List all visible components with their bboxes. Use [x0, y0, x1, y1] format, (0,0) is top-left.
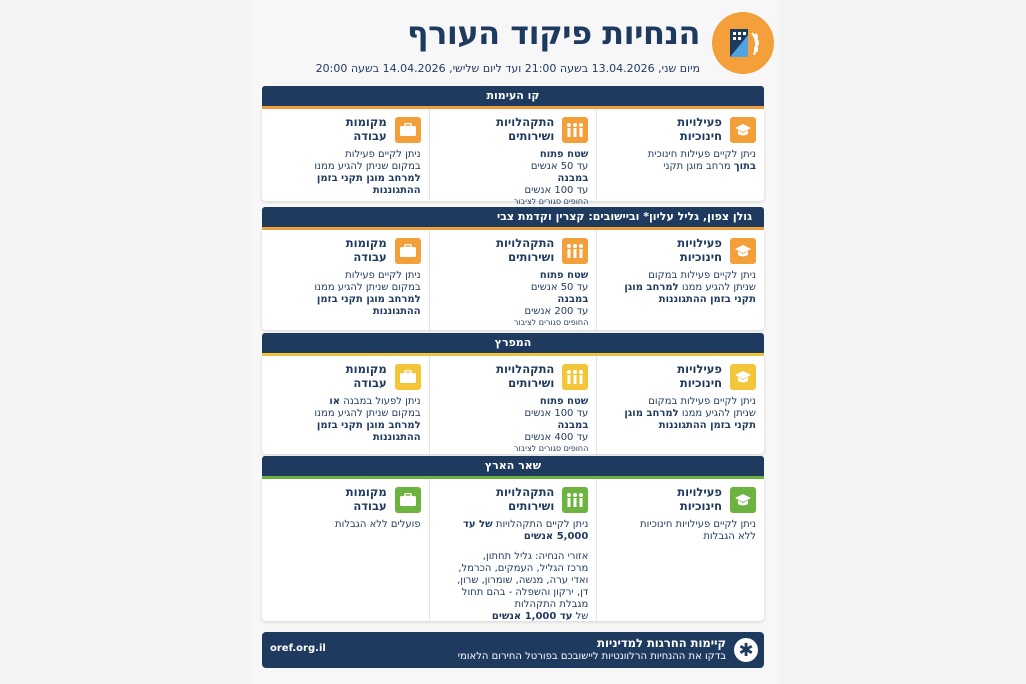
- card-title: התקהלויות: [496, 362, 555, 376]
- card-text-bold: תקני בזמן ההתגוננות: [658, 294, 756, 305]
- briefcase-icon: [395, 487, 421, 513]
- section-cards: [262, 479, 764, 621]
- card-education: [596, 109, 764, 201]
- card-text-bold: שטח פתוח: [539, 149, 589, 160]
- graduation-cap-icon: [730, 238, 756, 264]
- card-text-bold: למרחב מוגן: [624, 408, 679, 419]
- card-text-bold: למרחב מוגן תקני בזמן: [316, 173, 421, 184]
- footer-title: קיימות החרגות למדיניות: [597, 636, 726, 650]
- card-text: ניתן לקיים פעילות במקום: [648, 396, 756, 407]
- card-title: עבודה: [353, 250, 387, 264]
- poster: [250, 0, 778, 684]
- card-title: עבודה: [353, 499, 387, 513]
- card-workplaces: [262, 230, 429, 330]
- briefcase-icon: [395, 117, 421, 143]
- card-gatherings: [429, 356, 597, 454]
- card-text-bold: או: [329, 396, 341, 407]
- card-title: עבודה: [353, 129, 387, 143]
- card-note-bold: עד 1,000 אנשים: [491, 611, 573, 622]
- card-workplaces: [262, 479, 429, 621]
- card-note: דן, ירקון והשפלה - בהם תחול: [461, 587, 589, 598]
- people-icon: [562, 364, 588, 390]
- card-title: ושירותים: [508, 129, 555, 143]
- card-text: ללא הגבלות: [703, 531, 756, 542]
- card-text: ניתן לקיים פעילות במקום: [648, 270, 756, 281]
- card-note: ואדי ערה, מנשה, שומרון, שרון,: [457, 575, 589, 586]
- section-confrontation-line: [262, 86, 764, 206]
- people-icon: [562, 238, 588, 264]
- card-gatherings: [429, 230, 597, 330]
- header: [250, 4, 778, 80]
- briefcase-icon: [395, 238, 421, 264]
- people-icon: [562, 487, 588, 513]
- briefcase-icon: [395, 364, 421, 390]
- card-text: עד 50 אנשים: [530, 161, 589, 172]
- card-title: מקומות: [345, 115, 387, 129]
- card-text: שניתן להגיע ממנו: [678, 408, 756, 419]
- section-cards: [262, 356, 764, 454]
- card-text-bold: במבנה: [557, 294, 589, 305]
- section-haifa-bay: [262, 333, 764, 454]
- card-education: [596, 356, 764, 454]
- card-title: חינוכיות: [679, 250, 722, 264]
- card-text: ניתן לקיים פעילות חינוכית: [647, 149, 756, 160]
- card-text: במקום שניתן להגיע ממנו: [314, 161, 421, 172]
- section-header: קו העימות: [262, 86, 764, 106]
- card-title: ושירותים: [508, 250, 555, 264]
- card-text-bold: למרחב מוגן תקני בזמן: [316, 294, 421, 305]
- card-text: מרחב מוגן תקני: [663, 161, 734, 172]
- card-text-bold: בתוך: [733, 161, 756, 172]
- card-text-bold: למרחב מוגן תקני בזמן: [316, 420, 421, 431]
- card-text-bold: במבנה: [557, 420, 589, 431]
- card-text: ניתן לקיים התקהלויות: [492, 519, 589, 530]
- card-title: עבודה: [353, 376, 387, 390]
- building-icon: [721, 21, 765, 65]
- card-title: פעילויות: [677, 485, 722, 499]
- card-title: פעילויות: [677, 115, 722, 129]
- card-title: מקומות: [345, 485, 387, 499]
- card-note: החופים סגורים לציבור: [513, 444, 589, 453]
- card-workplaces: [262, 356, 429, 454]
- card-text: ניתן לקיים פעילויות חינוכיות: [640, 519, 756, 530]
- card-education: [596, 479, 764, 621]
- card-text: ניתן לקיים פעילות: [345, 270, 421, 281]
- card-title: פעילויות: [677, 236, 722, 250]
- card-text: עד 100 אנשים: [524, 185, 589, 196]
- asterisk-icon: ✱: [734, 638, 758, 662]
- card-text: עד 100 אנשים: [524, 408, 589, 419]
- people-icon: [562, 117, 588, 143]
- card-title: התקהלויות: [496, 485, 555, 499]
- card-text-bold: שטח פתוח: [539, 270, 589, 281]
- card-gatherings: [429, 479, 597, 621]
- website-link[interactable]: oref.org.il: [270, 643, 326, 654]
- card-title: חינוכיות: [679, 376, 722, 390]
- section-header: גולן צפון, גליל עליון* וביישובים: קצרין וקדמת צבי: [262, 207, 764, 227]
- card-text: במקום שניתן להגיע ממנו: [314, 408, 421, 419]
- card-gatherings: [429, 109, 597, 206]
- card-title: מקומות: [345, 362, 387, 376]
- card-note: מרכז הגליל, העמקים, הכרמל,: [458, 563, 589, 574]
- card-text: פועלים ללא הגבלות: [335, 519, 421, 530]
- card-title: התקהלויות: [496, 236, 555, 250]
- card-note: החופים סגורים לציבור: [513, 318, 589, 327]
- card-text: עד 400 אנשים: [524, 432, 589, 443]
- card-note: החופים סגורים לציבור: [513, 197, 589, 206]
- card-text: במקום שניתן להגיע ממנו: [314, 282, 421, 293]
- footer-subtitle: בדקו את ההנחיות הרלוונטיות ליישובכם בפורטל החירום הלאומי: [457, 651, 726, 662]
- page-title: הנחיות פיקוד העורף: [407, 14, 700, 52]
- card-text: ניתן לפעול במבנה: [340, 396, 421, 407]
- card-text-bold: במבנה: [557, 173, 589, 184]
- card-title: פעילויות: [677, 362, 722, 376]
- card-note: מגבלת התקהלות: [514, 599, 589, 610]
- card-text-bold: של עד: [463, 519, 493, 530]
- card-text-bold: למרחב מוגן: [624, 282, 679, 293]
- card-text: ניתן לקיים פעילות: [345, 149, 421, 160]
- card-text-bold: 5,000 אנשים: [523, 531, 589, 542]
- card-note: של: [572, 611, 589, 622]
- graduation-cap-icon: [730, 117, 756, 143]
- card-workplaces: [262, 109, 429, 201]
- card-title: מקומות: [345, 236, 387, 250]
- card-note: אזורי הנחיה: גליל תחתון,: [482, 551, 589, 562]
- card-text-bold: תקני בזמן ההתגוננות: [658, 420, 756, 431]
- section-cards: [262, 109, 764, 206]
- section-rest-of-country: [262, 456, 764, 621]
- validity-period: מיום שני, 13.04.2026 בשעה 21:00 ועד ליום שלישי, 14.04.2026 בשעה 20:00: [315, 62, 700, 75]
- card-text-bold: ההתגוננות: [372, 432, 421, 443]
- graduation-cap-icon: [730, 487, 756, 513]
- section-header: המפרץ: [262, 333, 764, 353]
- section-golan-upper-galilee: [262, 207, 764, 330]
- section-cards: [262, 230, 764, 330]
- section-header: שאר הארץ: [262, 456, 764, 476]
- card-title: חינוכיות: [679, 129, 722, 143]
- card-text: עד 50 אנשים: [530, 282, 589, 293]
- card-text-bold: ההתגוננות: [372, 185, 421, 196]
- home-front-command-logo: [712, 12, 774, 74]
- card-text-bold: ההתגוננות: [372, 306, 421, 317]
- card-title: ושירותים: [508, 376, 555, 390]
- card-title: חינוכיות: [679, 499, 722, 513]
- card-text: עד 200 אנשים: [524, 306, 589, 317]
- card-title: ושירותים: [508, 499, 555, 513]
- card-text: שניתן להגיע ממנו: [678, 282, 756, 293]
- graduation-cap-icon: [730, 364, 756, 390]
- card-text-bold: שטח פתוח: [539, 396, 589, 407]
- card-title: התקהלויות: [496, 115, 555, 129]
- footer-banner: [262, 632, 764, 668]
- card-education: [596, 230, 764, 330]
